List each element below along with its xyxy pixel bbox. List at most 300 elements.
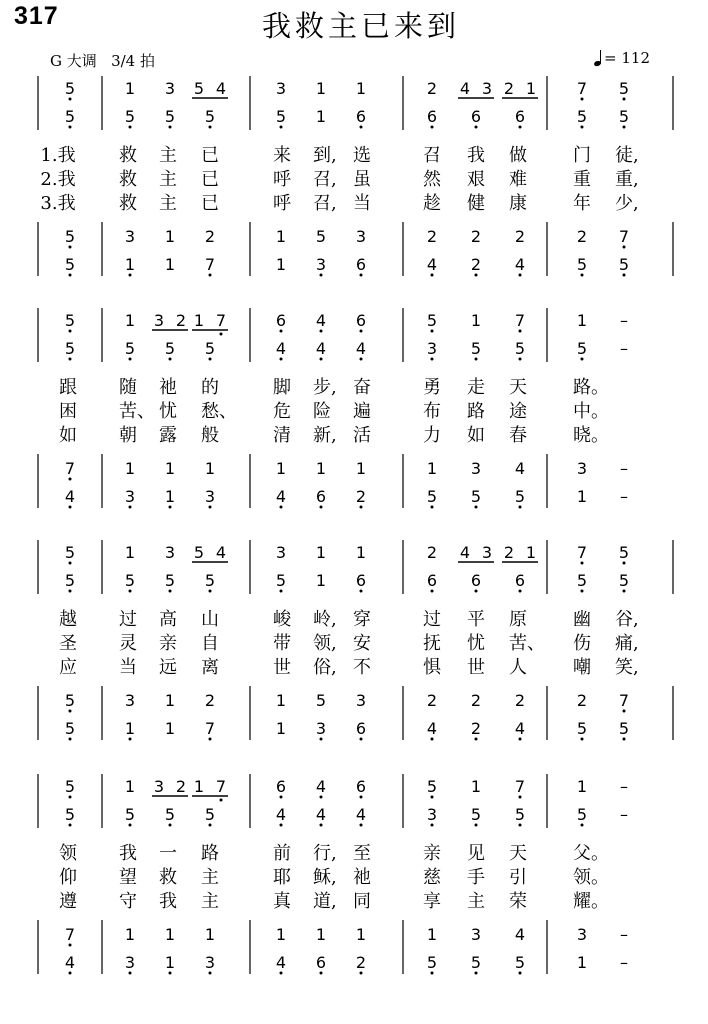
lyric-word: 稣, [313, 867, 337, 888]
note-digit: 2 [204, 691, 216, 710]
octave-dot-below [69, 274, 72, 277]
note-digit: 6 [426, 571, 438, 590]
lyric-word: 康 [509, 193, 527, 214]
lyric-word: 重 [573, 169, 591, 190]
octave-dot-below [475, 126, 478, 129]
meter-label: 3/4 拍 [111, 52, 155, 70]
note-digit: 3 [355, 691, 367, 710]
octave-dot-below [581, 562, 584, 565]
lyric-word: 路 [201, 843, 219, 864]
octave-dot-below [209, 126, 212, 129]
note-digit: 2 [355, 487, 367, 506]
lyric-word: 愁、 [201, 401, 237, 422]
octave-dot-below [519, 738, 522, 741]
note-digit: 2 [426, 691, 438, 710]
lyric-word: 来 [273, 145, 291, 166]
note-digit: 6 [355, 255, 367, 274]
octave-dot-below [169, 126, 172, 129]
octave-dot-below [169, 358, 172, 361]
lyric-word: 难 [509, 169, 527, 190]
lyric-word: 望 [119, 867, 137, 888]
octave-dot-below [360, 972, 363, 975]
note-digit: 5 [514, 805, 526, 824]
lyric-word: 祂 [159, 377, 177, 398]
lyric-word: 见 [467, 843, 485, 864]
octave-dot-below [129, 126, 132, 129]
octave-dot-below [623, 738, 626, 741]
lyric-word: 越 [59, 609, 77, 630]
note-digit: 3 [315, 255, 327, 274]
lyric-word: 峻 [273, 609, 291, 630]
lyric-word: 世 [467, 657, 485, 678]
lyric-word: 主 [159, 169, 177, 190]
octave-dot-below [209, 972, 212, 975]
sustain-dash: – [620, 311, 628, 330]
note-digit: 5 [64, 227, 76, 246]
note-digit: 1 [355, 925, 367, 944]
lyric-word: 自 [201, 633, 219, 654]
note-digit: 1 [124, 79, 136, 98]
note-digit: 1 [315, 925, 327, 944]
note-digit: 2 [470, 719, 482, 738]
lyric-word: 灵 [119, 633, 137, 654]
lyric-word: 抚 [423, 633, 441, 654]
lyric-word: 露 [159, 425, 177, 446]
octave-dot-below [69, 330, 72, 333]
lyric-word: 至 [353, 843, 371, 864]
note-digit: 7 [618, 691, 630, 710]
octave-dot-below [69, 944, 72, 947]
note-digit: 4 [275, 339, 287, 358]
lyric-word: 父。 [573, 843, 609, 864]
octave-dot-below [475, 972, 478, 975]
lyric-word: 苦、 [509, 633, 545, 654]
note-digit: 1 [525, 543, 537, 562]
lyric-word: 途 [509, 401, 527, 422]
octave-dot-below [360, 126, 363, 129]
lyric-word: 享 [423, 891, 441, 912]
octave-dot-below [360, 330, 363, 333]
note-digit: 5 [470, 339, 482, 358]
lyric-word: 谷, [615, 609, 639, 630]
note-digit: 1 [315, 543, 327, 562]
note-digit: 5 [576, 719, 588, 738]
note-digit: 4 [64, 487, 76, 506]
note-digit: 2 [503, 79, 515, 98]
octave-dot-below [320, 274, 323, 277]
octave-dot-below [129, 506, 132, 509]
lyric-word: 一 [159, 843, 177, 864]
note-digit: 3 [315, 719, 327, 738]
note-digit: 1 [124, 543, 136, 562]
note-digit: 2 [470, 691, 482, 710]
note-digit: 7 [215, 777, 227, 796]
octave-dot-below [519, 796, 522, 799]
octave-dot-below [431, 358, 434, 361]
lyric-word: 3.我 [40, 193, 76, 214]
note-digit: 3 [164, 79, 176, 98]
note-digit: 3 [481, 79, 493, 98]
octave-dot-below [129, 972, 132, 975]
note-digit: 2 [514, 227, 526, 246]
lyric-word: 重, [615, 169, 639, 190]
lyric-word: 主 [159, 145, 177, 166]
octave-dot-below [280, 330, 283, 333]
note-digit: 5 [576, 339, 588, 358]
note-digit: 7 [64, 925, 76, 944]
octave-dot-below [69, 738, 72, 741]
note-digit: 5 [204, 571, 216, 590]
note-digit: 3 [481, 543, 493, 562]
octave-dot-below [69, 246, 72, 249]
note-digit: 1 [164, 487, 176, 506]
note-digit: 5 [64, 805, 76, 824]
lyric-word: 虽 [353, 169, 371, 190]
note-digit: 4 [514, 719, 526, 738]
note-digit: 3 [470, 925, 482, 944]
note-digit: 7 [64, 459, 76, 478]
note-digit: 3 [164, 543, 176, 562]
octave-dot-below [69, 126, 72, 129]
octave-dot-below [431, 972, 434, 975]
note-digit: 2 [426, 543, 438, 562]
lyric-word: 耶 [273, 867, 291, 888]
octave-dot-below [475, 358, 478, 361]
note-digit: 2 [470, 255, 482, 274]
octave-dot-below [169, 972, 172, 975]
octave-dot-below [280, 358, 283, 361]
octave-dot-below [623, 274, 626, 277]
note-digit: 3 [275, 543, 287, 562]
note-digit: 5 [514, 339, 526, 358]
note-digit: 7 [215, 311, 227, 330]
lyric-word: 带 [273, 633, 291, 654]
note-digit: 1 [124, 255, 136, 274]
lyric-word: 守 [119, 891, 137, 912]
note-digit: 5 [470, 805, 482, 824]
lyric-word: 嘲 [573, 657, 591, 678]
lyric-word: 新, [313, 425, 337, 446]
note-digit: 5 [64, 543, 76, 562]
octave-dot-below [280, 590, 283, 593]
octave-dot-below [209, 738, 212, 741]
octave-dot-below [69, 506, 72, 509]
note-digit: 5 [64, 339, 76, 358]
note-digit: 6 [275, 777, 287, 796]
lyric-word: 主 [201, 891, 219, 912]
note-digit: 5 [618, 543, 630, 562]
lyric-word: 当 [119, 657, 137, 678]
note-digit: 4 [215, 543, 227, 562]
note-digit: 3 [124, 691, 136, 710]
note-digit: 1 [164, 459, 176, 478]
lyric-word: 选 [353, 145, 371, 166]
note-digit: 1 [164, 953, 176, 972]
lyric-word: 平 [467, 609, 485, 630]
lyric-word: 的 [201, 377, 219, 398]
lyric-word: 呼 [273, 193, 291, 214]
lyric-word: 惧 [423, 657, 441, 678]
hymn-number: 317 [14, 2, 59, 30]
octave-dot-below [169, 506, 172, 509]
octave-dot-below [129, 590, 132, 593]
octave-dot-below [69, 824, 72, 827]
note-digit: 4 [315, 777, 327, 796]
octave-dot-below [431, 330, 434, 333]
note-digit: 3 [153, 777, 165, 796]
note-digit: 5 [164, 339, 176, 358]
octave-dot-below [169, 824, 172, 827]
lyric-word: 过 [423, 609, 441, 630]
note-digit: 1 [193, 777, 205, 796]
octave-dot-below [69, 972, 72, 975]
lyric-word: 前 [273, 843, 291, 864]
octave-dot-below [320, 972, 323, 975]
note-digit: 6 [470, 571, 482, 590]
octave-dot-below [280, 824, 283, 827]
lyric-word: 主 [201, 867, 219, 888]
octave-dot-below [623, 98, 626, 101]
note-digit: 1 [426, 459, 438, 478]
note-digit: 6 [355, 571, 367, 590]
note-digit: 1 [315, 107, 327, 126]
song-title: 我救主已来到 [262, 9, 461, 43]
note-digit: 1 [124, 459, 136, 478]
note-digit: 1 [315, 571, 327, 590]
lyric-word: 召 [423, 145, 441, 166]
octave-dot-below [69, 710, 72, 713]
octave-dot-below [519, 590, 522, 593]
lyric-word: 岭, [313, 609, 337, 630]
sustain-dash: – [620, 953, 628, 972]
octave-dot-below [431, 796, 434, 799]
octave-dot-below [360, 590, 363, 593]
note-digit: 2 [576, 691, 588, 710]
note-digit: 5 [124, 571, 136, 590]
note-digit: 5 [193, 79, 205, 98]
note-digit: 2 [204, 227, 216, 246]
octave-dot-below [69, 562, 72, 565]
lyric-word: 不 [353, 657, 371, 678]
note-digit: 5 [576, 805, 588, 824]
lyric-word: 2.我 [40, 169, 76, 190]
note-digit: 2 [470, 227, 482, 246]
lyric-word: 人 [509, 657, 527, 678]
octave-dot-below [623, 562, 626, 565]
note-digit: 3 [576, 459, 588, 478]
lyric-word: 安 [353, 633, 371, 654]
lyric-word: 般 [201, 425, 219, 446]
note-digit: 6 [315, 953, 327, 972]
lyric-word: 幽 [573, 609, 591, 630]
lyric-word: 布 [423, 401, 441, 422]
note-digit: 7 [514, 311, 526, 330]
note-digit: 2 [175, 311, 187, 330]
lyric-word: 1.我 [40, 145, 76, 166]
lyric-word: 健 [467, 193, 485, 214]
sustain-dash: – [620, 805, 628, 824]
octave-dot-below [519, 972, 522, 975]
note-digit: 5 [124, 805, 136, 824]
note-digit: 5 [64, 719, 76, 738]
tempo-value: = 112 [604, 49, 650, 67]
lyric-word: 痛, [615, 633, 639, 654]
note-digit: 5 [576, 107, 588, 126]
note-digit: 5 [193, 543, 205, 562]
octave-dot-below [360, 506, 363, 509]
note-digit: 5 [164, 107, 176, 126]
lyric-word: 如 [59, 425, 77, 446]
note-digit: 1 [355, 459, 367, 478]
lyric-word: 领 [59, 843, 77, 864]
lyric-word: 救 [119, 169, 137, 190]
note-digit: 1 [355, 543, 367, 562]
octave-dot-below [69, 796, 72, 799]
note-digit: 1 [315, 459, 327, 478]
note-digit: 3 [426, 805, 438, 824]
lyric-word: 困 [59, 401, 77, 422]
lyric-word: 领, [313, 633, 337, 654]
note-digit: 5 [64, 691, 76, 710]
note-digit: 1 [275, 255, 287, 274]
octave-dot-below [431, 506, 434, 509]
lyric-word: 引 [509, 867, 527, 888]
lyric-word: 险 [313, 401, 331, 422]
sustain-dash: – [620, 339, 628, 358]
lyric-word: 忧 [159, 401, 177, 422]
lyric-word: 晓。 [573, 425, 609, 446]
octave-dot-below [320, 824, 323, 827]
lyric-word: 奋 [353, 377, 371, 398]
note-digit: 1 [525, 79, 537, 98]
lyric-word: 过 [119, 609, 137, 630]
note-digit: 1 [124, 719, 136, 738]
octave-dot-below [280, 972, 283, 975]
lyric-word: 行, [313, 843, 337, 864]
octave-dot-below [623, 126, 626, 129]
lyric-word: 俗, [313, 657, 337, 678]
note-digit: 6 [514, 107, 526, 126]
octave-dot-below [431, 590, 434, 593]
note-digit: 6 [470, 107, 482, 126]
note-digit: 4 [426, 255, 438, 274]
note-digit: 4 [459, 79, 471, 98]
octave-dot-below [475, 506, 478, 509]
note-digit: 5 [426, 311, 438, 330]
octave-dot-below [623, 590, 626, 593]
note-digit: 1 [426, 925, 438, 944]
octave-dot-below [360, 274, 363, 277]
note-digit: 1 [275, 691, 287, 710]
note-digit: 5 [64, 107, 76, 126]
lyric-word: 仰 [59, 867, 77, 888]
octave-dot-below [220, 333, 223, 336]
octave-dot-below [280, 126, 283, 129]
lyric-word: 道, [313, 891, 337, 912]
lyric-word: 然 [423, 169, 441, 190]
lyric-word: 做 [509, 145, 527, 166]
note-digit: 3 [426, 339, 438, 358]
note-digit: 5 [426, 777, 438, 796]
octave-dot-below [360, 796, 363, 799]
octave-dot-below [69, 358, 72, 361]
lyric-word: 走 [467, 377, 485, 398]
note-digit: 1 [576, 953, 588, 972]
note-digit: 5 [426, 487, 438, 506]
note-digit: 5 [514, 953, 526, 972]
key-label: G 大调 [50, 52, 97, 70]
octave-dot-below [129, 738, 132, 741]
note-digit: 4 [64, 953, 76, 972]
lyric-word: 笑, [615, 657, 639, 678]
lyric-word: 世 [273, 657, 291, 678]
note-digit: 4 [315, 339, 327, 358]
octave-dot-below [320, 738, 323, 741]
note-digit: 3 [124, 227, 136, 246]
octave-dot-below [209, 824, 212, 827]
sustain-dash: – [620, 487, 628, 506]
note-digit: 3 [204, 487, 216, 506]
lyric-word: 穿 [353, 609, 371, 630]
note-digit: 1 [275, 719, 287, 738]
octave-dot-below [581, 126, 584, 129]
note-digit: 5 [315, 691, 327, 710]
octave-dot-below [581, 590, 584, 593]
lyric-word: 主 [159, 193, 177, 214]
octave-dot-below [519, 330, 522, 333]
octave-dot-below [360, 824, 363, 827]
octave-dot-below [320, 358, 323, 361]
lyric-word: 原 [509, 609, 527, 630]
note-digit: 5 [618, 255, 630, 274]
octave-dot-below [169, 590, 172, 593]
lyric-word: 领。 [573, 867, 609, 888]
note-digit: 5 [204, 339, 216, 358]
lyric-word: 门 [573, 145, 591, 166]
note-digit: 7 [618, 227, 630, 246]
note-digit: 1 [164, 691, 176, 710]
lyric-word: 呼 [273, 169, 291, 190]
lyric-word: 路 [467, 401, 485, 422]
octave-dot-below [475, 738, 478, 741]
note-digit: 1 [355, 79, 367, 98]
lyric-word: 徒, [615, 145, 639, 166]
lyric-word: 同 [353, 891, 371, 912]
lyric-word: 已 [201, 145, 219, 166]
lyric-word: 亲 [159, 633, 177, 654]
note-digit: 5 [164, 571, 176, 590]
note-digit: 7 [576, 79, 588, 98]
octave-dot-below [360, 358, 363, 361]
lyric-word: 已 [201, 169, 219, 190]
note-digit: 5 [514, 487, 526, 506]
note-digit: 2 [175, 777, 187, 796]
lyric-word: 荣 [509, 891, 527, 912]
lyric-word: 山 [201, 609, 219, 630]
note-digit: 3 [275, 79, 287, 98]
lyric-word: 天 [509, 377, 527, 398]
note-digit: 1 [315, 79, 327, 98]
note-digit: 4 [275, 487, 287, 506]
note-digit: 1 [275, 459, 287, 478]
note-digit: 5 [204, 805, 216, 824]
octave-dot-below [475, 824, 478, 827]
octave-dot-below [129, 274, 132, 277]
lyric-word: 真 [273, 891, 291, 912]
note-digit: 4 [215, 79, 227, 98]
note-digit: 5 [315, 227, 327, 246]
note-digit: 1 [124, 311, 136, 330]
